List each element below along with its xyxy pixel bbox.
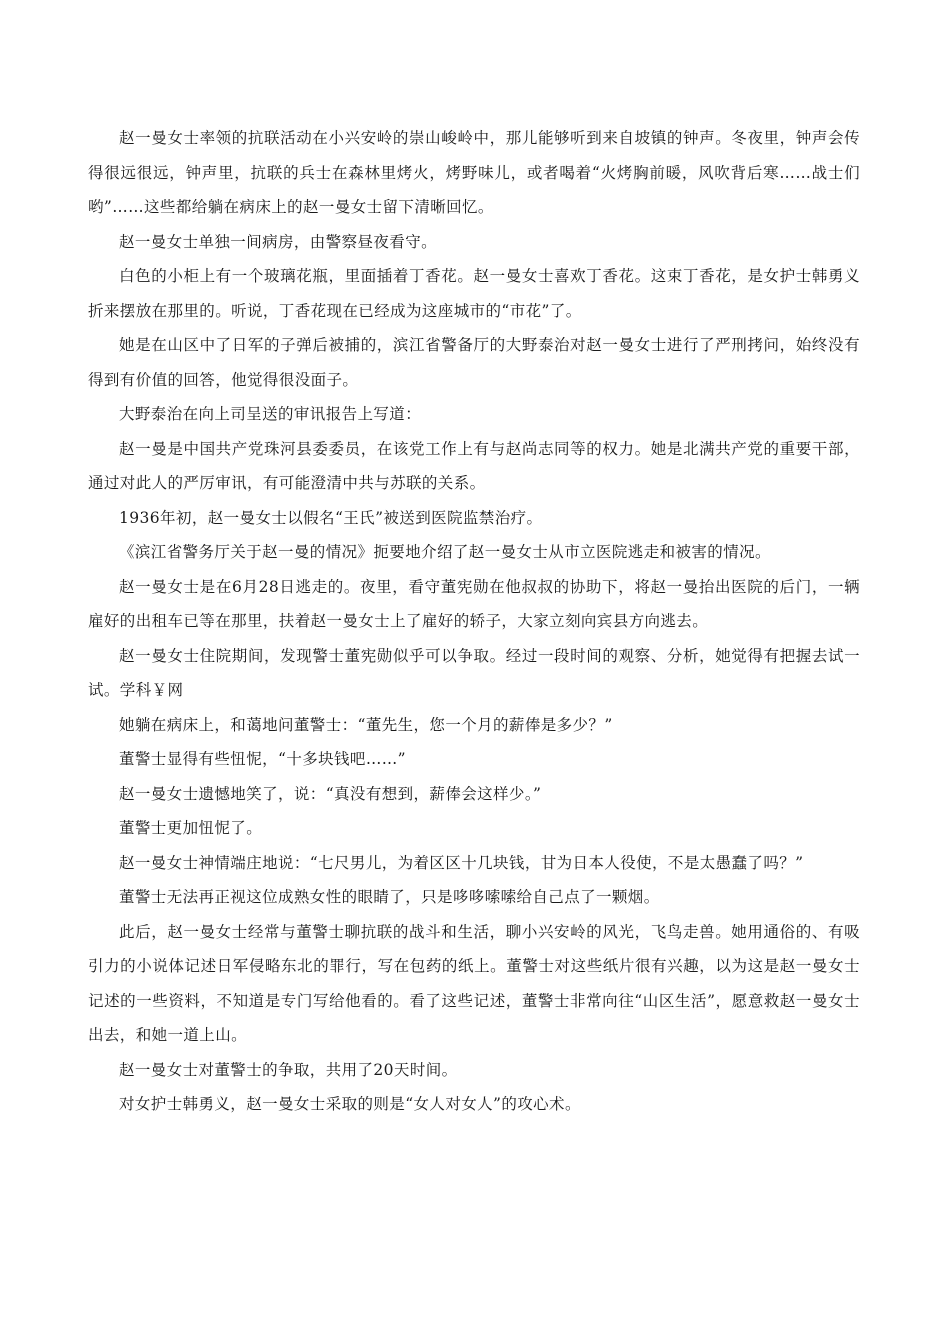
paragraph: 赵一曼女士对董警士的争取，共用了20天时间。 — [119, 1060, 458, 1079]
paragraph: 此后，赵一曼女士经常与董警士聊抗联的战斗和生活，聊小兴安岭的风光，飞鸟走兽。她用通俗的、有吸引力的小说体记述日军侵略东北的罪行，写在包药的纸上。董警士对这些纸片很有兴趣，以为这是赵一曼女士记述的一些资料，不知道是专门写给他看的。看了这些记述，董警士非常向往“山区生活”，愿意救赵一曼女士出去，和她一道上山。 — [88, 922, 860, 1044]
paragraph: 对女护士韩勇义，赵一曼女士采取的则是“女人对女人”的攻心术。 — [119, 1095, 581, 1113]
paragraph: 董警士显得有些忸怩，“十多块钱吧……” — [119, 750, 406, 768]
paragraph: 赵一曼女士单独一间病房，由警察昼夜看守。 — [119, 232, 438, 251]
paragraph: 赵一曼女士遗憾地笑了，说：“真没有想到，薪俸会这样少。” — [119, 784, 542, 803]
paragraph: 赵一曼女士率领的抗联活动在小兴安岭的崇山峻岭中，那儿能够听到来自坡镇的钟声。冬夜里，钟声会传得很远很远，钟声里，抗联的兵士在森林里烤火，烤野味儿，或者喝着“火烤胸前暖，风吹背后寒……战士们哟”……这些都给躺在病床上的赵一曼女士留下清晰回忆。 — [88, 129, 860, 216]
paragraph: 董警士无法再正视这位成熟女性的眼睛了，只是哆哆嗦嗦给自己点了一颗烟。 — [119, 888, 660, 906]
paragraph: 赵一曼女士是在6月28日逃走的。夜里，看守董宪勋在他叔叔的协助下，将赵一曼抬出医院的后门，一辆雇好的出租车已等在那里，扶着赵一曼女士上了雇好的轿子，大家立刻向宾县方向逃去。 — [88, 577, 860, 630]
paragraph: 1936年初，赵一曼女士以假名“王氏”被送到医院监禁治疗。 — [119, 508, 543, 527]
paragraph: 赵一曼女士神情端庄地说：“七尺男儿，为着区区十几块钱，甘为日本人役使，不是太愚蠢了吗？” — [119, 853, 804, 872]
paragraph: 白色的小柜上有一个玻璃花瓶，里面插着丁香花。赵一曼女士喜欢丁香花。这束丁香花，是女护士韩勇义折来摆放在那里的。听说，丁香花现在已经成为这座城市的“市花”了。 — [88, 267, 860, 320]
paragraph: 大野泰治在向上司呈送的审讯报告上写道： — [119, 405, 422, 423]
paragraph: 赵一曼女士住院期间，发现警士董宪勋似乎可以争取。经过一段时间的观察、分析，她觉得有把握去试一试。学科￥网 — [88, 646, 860, 699]
paragraph: 董警士更加忸怩了。 — [119, 819, 263, 837]
paragraph: 《滨江省警务厅关于赵一曼的情况》扼要地介绍了赵一曼女士从市立医院逃走和被害的情况。 — [119, 543, 771, 561]
paragraph: 她是在山区中了日军的子弹后被捕的，滨江省警备厅的大野泰治对赵一曼女士进行了严刑拷问，始终没有得到有价值的回答，他觉得很没面子。 — [88, 336, 860, 389]
paragraph: 她躺在病床上，和蔼地问董警士：“董先生，您一个月的薪俸是多少？” — [119, 715, 613, 734]
paragraph: 赵一曼是中国共产党珠河县委委员，在该党工作上有与赵尚志同等的权力。她是北满共产党的重要干部，通过对此人的严厉审讯，有可能澄清中共与苏联的关系。 — [88, 439, 860, 492]
document-body — [88, 121, 860, 1122]
